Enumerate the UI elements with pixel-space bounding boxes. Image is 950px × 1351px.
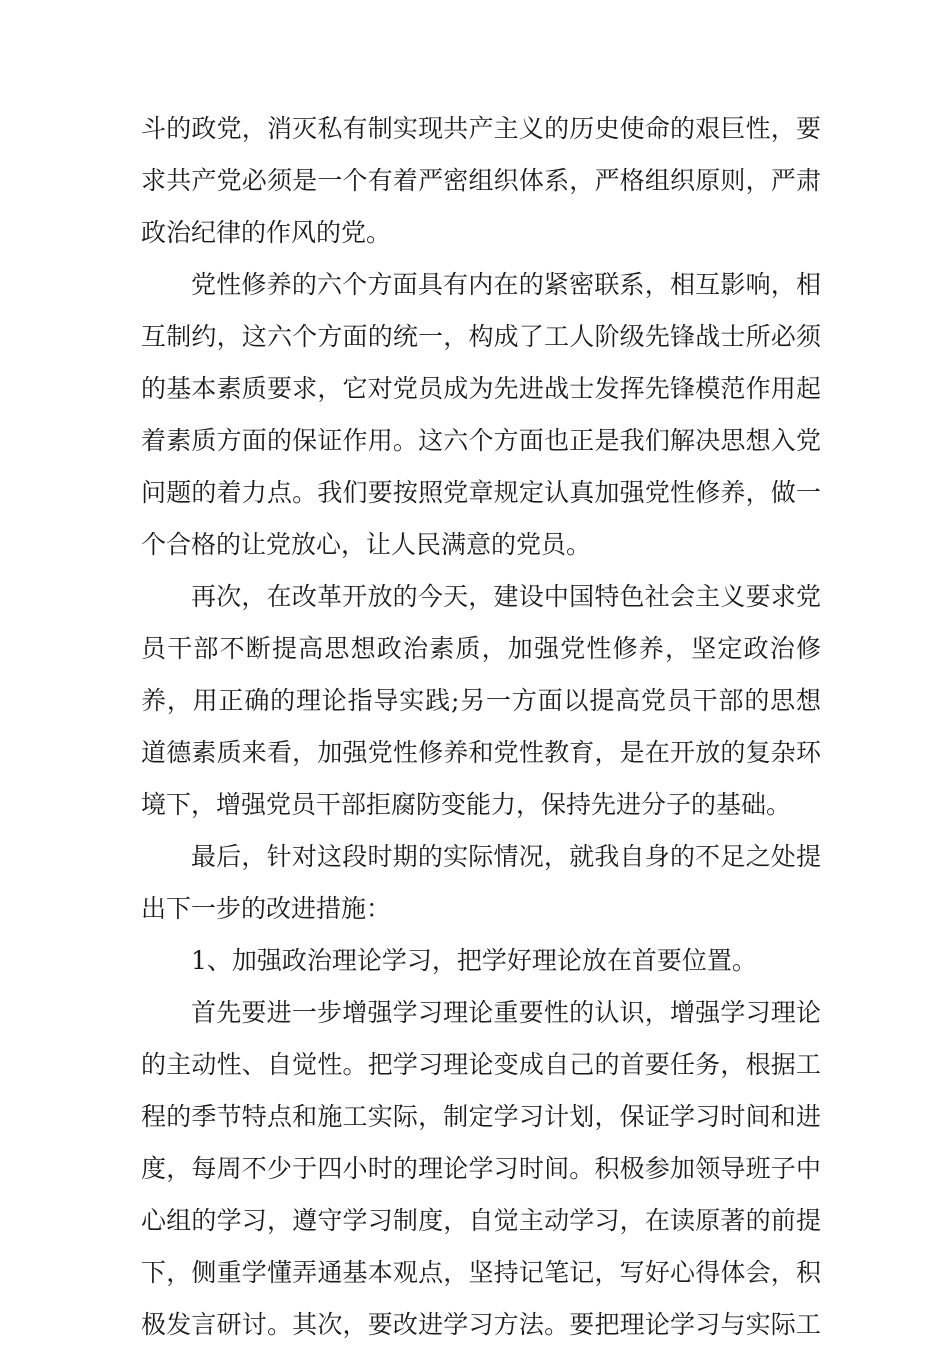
list-item-heading: 1、加强政治理论学习，把学好理论放在首要位置。 bbox=[191, 946, 757, 975]
text-line: 着素质方面的保证作用。这六个方面也正是我们解决思想入党 bbox=[141, 426, 821, 455]
text-line: 境下，增强党员干部拒腐防变能力，保持先进分子的基础。 bbox=[141, 790, 792, 819]
text-line: 的基本素质要求，它对党员成为先进战士发挥先锋模范作用起 bbox=[141, 374, 821, 403]
paragraph-first-line: 党性修养的六个方面具有内在的紧密联系，相互影响，相 bbox=[191, 270, 821, 299]
body-text bbox=[141, 103, 821, 1351]
text-line: 出下一步的改进措施： bbox=[141, 894, 392, 923]
text-line: 程的季节特点和施工实际，制定学习计划，保证学习时间和进 bbox=[141, 1102, 821, 1131]
text-line: 下，侧重学懂弄通基本观点，坚持记笔记，写好心得体会，积 bbox=[141, 1258, 821, 1287]
text-line: 斗的政党，消灭私有制实现共产主义的历史使命的艰巨性，要 bbox=[141, 114, 821, 143]
text-line: 问题的着力点。我们要按照党章规定认真加强党性修养，做一 bbox=[141, 478, 821, 507]
text-line: 度，每周不少于四小时的理论学习时间。积极参加领导班子中 bbox=[141, 1154, 821, 1183]
text-line: 养，用正确的理论指导实践;另一方面以提高党员干部的思想 bbox=[141, 686, 821, 715]
paragraph-first-line: 再次，在改革开放的今天，建设中国特色社会主义要求党 bbox=[191, 582, 821, 611]
text-line: 极发言研讨。其次，要改进学习方法。要把理论学习与实际工 bbox=[141, 1310, 821, 1339]
text-line: 政治纪律的作风的党。 bbox=[141, 218, 392, 247]
paragraph-first-line: 首先要进一步增强学习理论重要性的认识，增强学习理论 bbox=[191, 998, 821, 1027]
text-line: 员干部不断提高思想政治素质，加强党性修养，坚定政治修 bbox=[141, 634, 821, 663]
text-line: 个合格的让党放心，让人民满意的党员。 bbox=[141, 530, 592, 559]
text-line: 求共产党必须是一个有着严密组织体系，严格组织原则，严肃 bbox=[141, 166, 821, 195]
text-line: 的主动性、自觉性。把学习理论变成自己的首要任务，根据工 bbox=[141, 1050, 821, 1079]
text-line: 心组的学习，遵守学习制度，自觉主动学习，在读原著的前提 bbox=[141, 1206, 821, 1235]
text-line: 互制约，这六个方面的统一，构成了工人阶级先锋战士所必须 bbox=[141, 322, 821, 351]
paragraph-first-line: 最后，针对这段时期的实际情况，就我自身的不足之处提 bbox=[191, 842, 821, 871]
text-line: 道德素质来看，加强党性修养和党性教育，是在开放的复杂环 bbox=[141, 738, 821, 767]
